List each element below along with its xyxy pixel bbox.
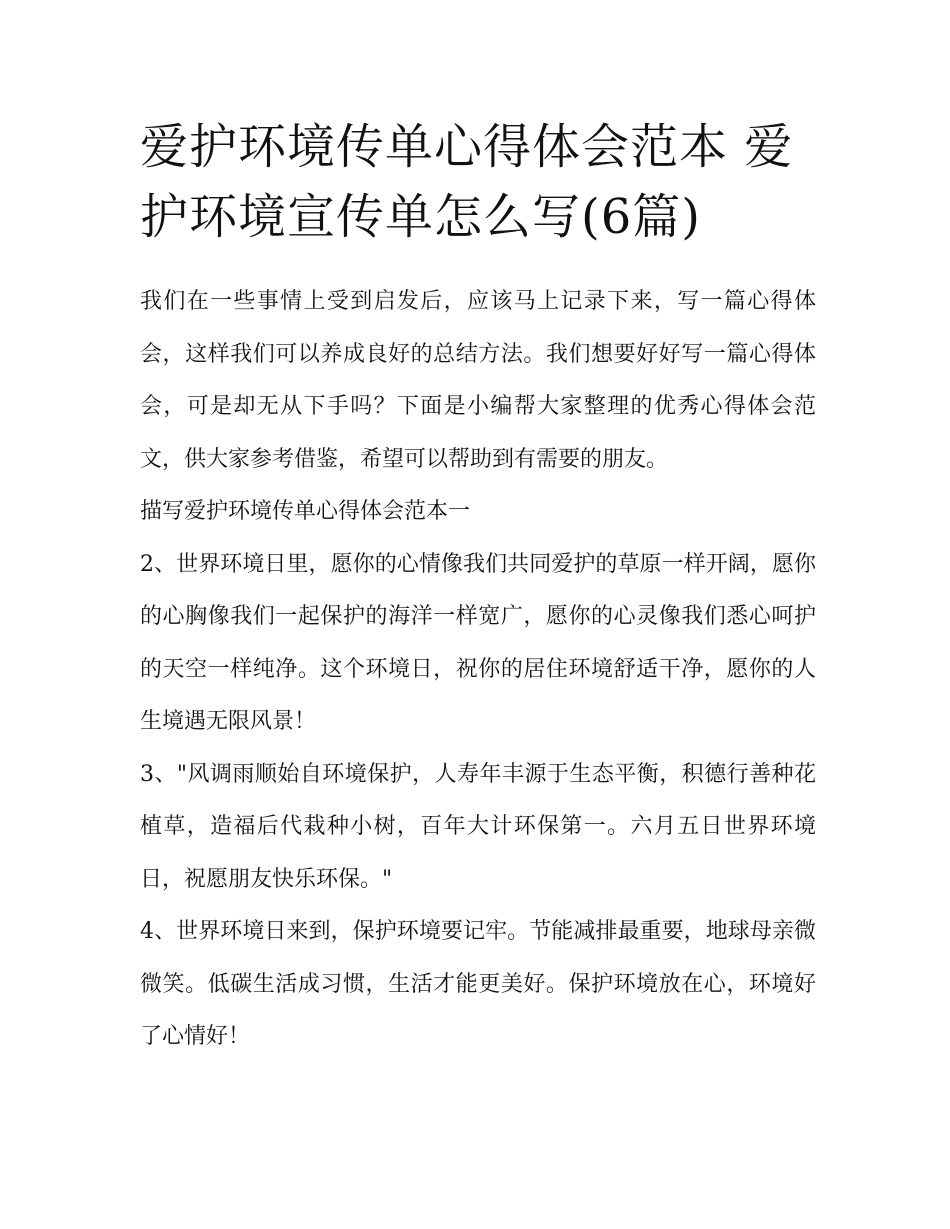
document-page	[140, 112, 816, 1064]
intro-paragraph: 我们在一些事情上受到启发后，应该马上记录下来，写一篇心得体会，这样我们可以养成良好的总结方法。我们想要好好写一篇心得体会，可是却无从下手吗？下面是小编帮大家整理的优秀心得体会范文，供大家参考借鉴，希望可以帮助到有需要的朋友。	[140, 289, 816, 472]
document-title: 爱护环境传单心得体会范本 爱护环境宣传单怎么写(6篇)	[140, 119, 794, 245]
section-heading: 描写爱护环境传单心得体会范本一	[140, 499, 471, 524]
paragraph-item-2: 2、世界环境日里，愿你的心情像我们共同爱护的草原一样开阔，愿你的心胸像我们一起保护的海洋一样宽广，愿你的心灵像我们悉心呵护的天空一样纯净。这个环境日，祝你的居住环境舒适干净，愿你的人生境遇无限风景！	[140, 551, 816, 734]
paragraph-item-3: 3、"风调雨顺始自环境保护，人寿年丰源于生态平衡，积德行善种花植草，造福后代栽种小树，百年大计环保第一。六月五日世界环境日，祝愿朋友快乐环保。"	[140, 761, 816, 892]
paragraph-item-4: 4、世界环境日来到，保护环境要记牢。节能减排最重要，地球母亲微微笑。低碳生活成习惯，生活才能更美好。保护环境放在心，环境好了心情好！	[140, 919, 816, 1049]
document-body	[140, 276, 816, 1064]
